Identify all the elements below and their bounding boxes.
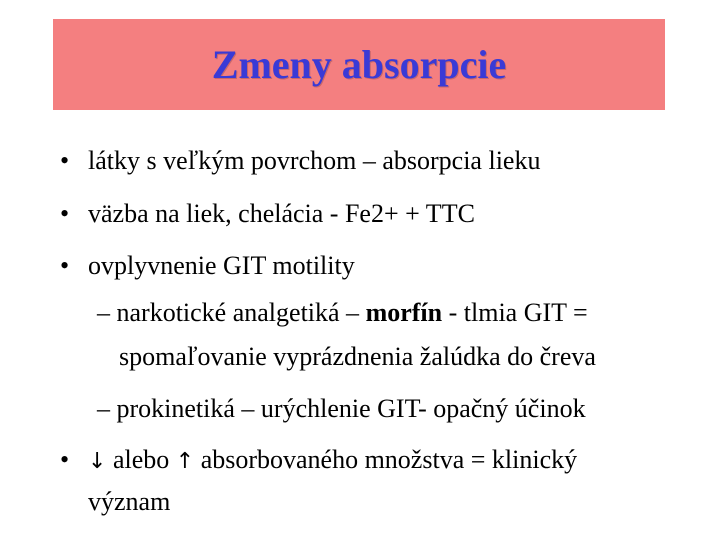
bullet-text-4 [88,445,577,477]
bullet-marker: • [60,251,70,280]
sub-bullet-1-suffix: - tlmia GIT = [442,298,588,327]
bullet-marker: • [60,146,70,175]
bullet-text-4-part-2: absorbovaného množstva = klinický [194,445,578,474]
title-banner [53,19,665,110]
sub-bullet-1-continuation: spomaľovanie vyprázdnenia žalúdka do čreva [119,342,596,371]
sub-bullet-1-bold-term: morfín [365,298,443,327]
bullet-marker: • [60,445,70,474]
up-arrow-icon: ↑ [175,449,195,474]
sub-bullet-2: – prokinetiká – urýchlenie GIT- opačný účinok [97,394,586,423]
slide-title: Zmeny absorpcie [211,42,507,87]
bullet-text-2: väzba na liek, chelácia - Fe2+ + TTC [88,199,475,228]
bullet-marker: • [60,199,70,228]
down-arrow-icon: ↓ [88,449,107,474]
sub-bullet-1 [97,298,588,328]
bullet-text-4-continuation: význam [88,487,171,516]
bullet-text-3: ovplyvnenie GIT motility [88,251,355,280]
sub-bullet-1-prefix: – narkotické analgetiká – [97,298,366,327]
bullet-text-4-part-1: alebo [106,445,176,474]
bullet-text-1: látky s veľkým povrchom – absorpcia lieku [88,146,541,175]
